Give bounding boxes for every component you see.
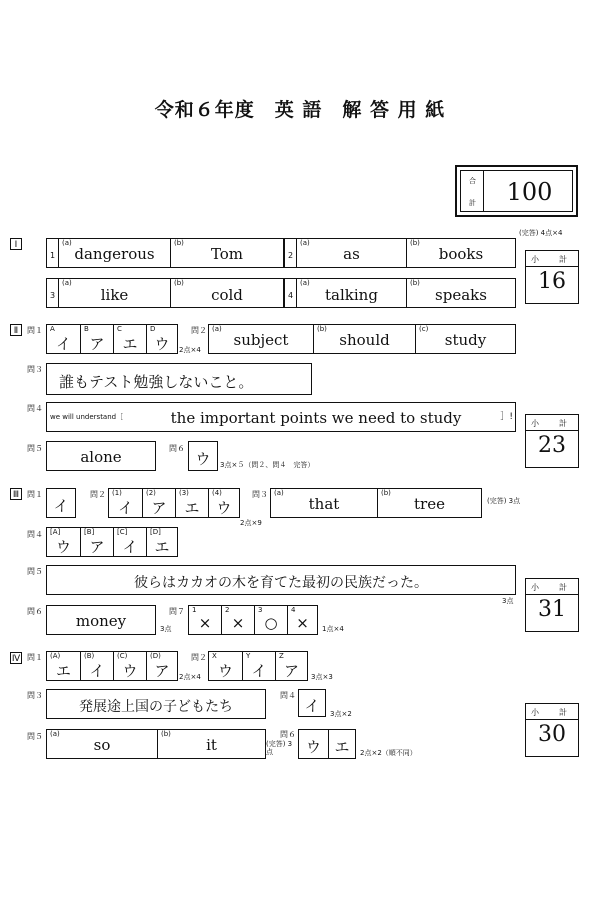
s3-q5-points: 3点: [502, 597, 514, 605]
section-3-subtotal: [525, 578, 579, 632]
s1-q2-a-answer: as: [343, 245, 360, 263]
s1-q4-a-cell: [296, 279, 406, 307]
s4-q1-answer-b: イ: [89, 662, 105, 680]
s2-q5-box: [46, 441, 156, 471]
total-label-bottom: 計: [469, 199, 476, 207]
s3-q4-answer-c: イ: [122, 538, 138, 556]
section-4-number: Ⅳ: [11, 653, 21, 663]
s2-q3-label: 問３: [27, 365, 43, 374]
s3-q2-box: (1) イ (2) ア (3) エ (4) ウ: [108, 488, 240, 518]
s3-q5-label: 問５: [27, 567, 43, 576]
s1-q2-b-tag: (b): [410, 239, 420, 247]
s2-q1-cell-b: B ア: [80, 325, 113, 353]
s4-q6-box: [298, 729, 356, 759]
section-4-subtotal-score: 30: [538, 722, 566, 747]
s2-q6-label: 問６: [169, 444, 185, 453]
s2-q2-cell-a: (a) subject: [209, 325, 313, 353]
s3-q1-label: 問１: [27, 490, 43, 499]
s4-q5-answer-a: so: [93, 736, 111, 754]
s3-q4-answer-b: ア: [89, 538, 105, 556]
s4-q4-points: 3点×2: [330, 710, 352, 718]
s1-q1-b-tag: (b): [174, 239, 184, 247]
s3-q7-answer-3: ○: [264, 614, 278, 632]
s3-q6-points: 3点: [160, 625, 172, 633]
s4-q1-points: 2点×4: [179, 673, 201, 681]
s2-q4-answer: the important points we need to study: [170, 409, 462, 427]
s3-q1-box: [46, 488, 76, 518]
s2-q1-cell-d: D ウ: [146, 325, 177, 353]
s4-q6-answer-2: エ: [334, 738, 350, 756]
subtotal-label: 小 計: [531, 419, 573, 428]
s4-q2-answer-x: ウ: [217, 662, 233, 680]
s4-q4-box: [298, 689, 326, 717]
s4-q5-points: (完答) 3点: [266, 740, 293, 756]
s2-q5-answer: alone: [80, 448, 122, 466]
s1-q1-a-answer: dangerous: [74, 245, 155, 263]
s3-q1-answer: イ: [53, 497, 69, 515]
s3-q2-answer-2: ア: [151, 499, 167, 517]
s2-q5-label: 問５: [27, 444, 43, 453]
section-4-subtotal: [525, 703, 579, 757]
s4-q5-label: 問５: [27, 732, 43, 741]
s2-q4-suffix: ］!: [500, 412, 513, 422]
section-1-subtotal: [525, 250, 579, 304]
s4-q1-answer-c: ウ: [122, 662, 138, 680]
s4-q1-answer-a: エ: [55, 662, 71, 680]
section-2-subtotal: [525, 414, 579, 468]
s1-q2-a-cell: [296, 239, 406, 267]
s3-q2-label: 問２: [90, 490, 106, 499]
s2-q3-answer: 誰もテスト勉強しないこと。: [59, 373, 254, 391]
s1-q4-b-answer: speaks: [435, 286, 487, 304]
s3-q7-points: 1点×4: [322, 625, 344, 633]
s2-q6-box: [188, 441, 218, 471]
s2-q4-box: [46, 402, 516, 432]
s2-q1-answer-b: ア: [89, 335, 105, 353]
s3-q4-box: [A] ウ [B] ア [C] イ [D] エ: [46, 527, 178, 557]
s2-q1-cell-a: A イ: [47, 325, 80, 353]
s2-q2-answer-a: subject: [233, 331, 289, 349]
s1-q3-b-tag: (b): [174, 279, 184, 287]
s3-q4-label: 問４: [27, 530, 43, 539]
total-box: [455, 165, 578, 217]
s2-q2-cell-b: (b) should: [313, 325, 415, 353]
page-title: 令和６年度 英 語 解 答 用 紙: [154, 99, 446, 121]
s2-q1-box: [46, 324, 178, 354]
s2-q6-answer: ウ: [195, 450, 211, 468]
s3-q3-label: 問３: [252, 490, 268, 499]
s2-q1-label: 問１: [27, 326, 43, 335]
section-1-subtotal-score: 16: [538, 269, 566, 294]
s4-q2-label: 問２: [191, 653, 207, 662]
section-3-number: Ⅲ: [10, 488, 22, 500]
section-2-number: Ⅱ: [10, 324, 22, 336]
s3-q5-answer: 彼らはカカオの木を育てた最初の民族だった。: [134, 575, 428, 591]
s2-points: 3点×５（問２、問４ 完答）: [220, 461, 315, 469]
s3-q3-answer-a: that: [308, 495, 340, 513]
s2-q2-label: 問２: [191, 326, 207, 335]
s1-q3-box: [46, 278, 284, 308]
s2-q1-answer-c: エ: [122, 335, 138, 353]
s1-q3-number: 3: [50, 291, 56, 300]
s1-q1-box: [46, 238, 284, 268]
s3-q7-label: 問７: [169, 607, 185, 616]
s1-q2-box: [284, 238, 516, 268]
total-label-top: 合: [469, 177, 476, 185]
s1-q3-b-answer: cold: [211, 286, 243, 304]
s4-q4-label: 問４: [280, 691, 296, 700]
s3-q6-answer: money: [75, 612, 127, 630]
s1-q2-a-tag: (a): [300, 239, 310, 247]
subtotal-label: 小 計: [531, 708, 573, 717]
s4-q1-box: (A) エ (B) イ (C) ウ (D) ア: [46, 651, 178, 681]
s2-q2-answer-c: study: [444, 331, 487, 349]
s3-q7-answer-1: ×: [198, 614, 212, 632]
s4-q6-answer-1: ウ: [305, 738, 321, 756]
s4-q6-label: 問６: [280, 730, 296, 739]
s2-q4-label: 問４: [27, 404, 43, 413]
section-1-points: (完答) 4点×4: [519, 229, 563, 237]
s3-q2-answer-4: ウ: [216, 499, 232, 517]
s1-q4-b-tag: (b): [410, 279, 420, 287]
s3-q7-answer-2: ×: [231, 614, 245, 632]
s2-q1-answer-a: イ: [55, 335, 71, 353]
s4-q1-label: 問１: [27, 653, 43, 662]
s1-q1-a-cell: [58, 239, 170, 267]
s1-q4-number: 4: [288, 291, 294, 300]
s2-q2-answer-b: should: [339, 331, 390, 349]
subtotal-label: 小 計: [531, 255, 573, 264]
s2-q3-box: [46, 363, 312, 395]
section-2-subtotal-score: 23: [538, 433, 566, 458]
s1-q3-a-answer: like: [100, 286, 129, 304]
s4-q6-points: 2点×2（順不同）: [360, 749, 417, 757]
s2-q2-cell-c: (c) study: [415, 325, 515, 353]
s1-q1-b-cell: [170, 239, 283, 267]
s1-q4-b-cell: [406, 279, 515, 307]
s1-q3-a-tag: (a): [62, 279, 72, 287]
s1-q3-a-cell: [58, 279, 170, 307]
s2-q1-cell-c: C エ: [113, 325, 146, 353]
section-1-number: Ⅰ: [10, 238, 22, 250]
s3-q4-answer-a: ウ: [55, 538, 71, 556]
s4-q3-label: 問３: [27, 691, 43, 700]
s4-q5-box: (a) so (b) it: [46, 729, 266, 759]
s1-q1-a-tag: (a): [62, 239, 72, 247]
s3-q4-answer-d: エ: [154, 538, 170, 556]
s3-q6-label: 問６: [27, 607, 43, 616]
s1-q2-b-cell: [406, 239, 515, 267]
s4-q1-answer-d: ア: [154, 662, 170, 680]
s4-q3-answer: 発展途上国の子どもたち: [79, 699, 233, 715]
s4-q4-answer: イ: [304, 697, 320, 715]
s3-q6-box: [46, 605, 156, 635]
s2-q1-answer-d: ウ: [154, 335, 170, 353]
s3-q2-answer-1: イ: [117, 499, 133, 517]
s2-q2-box: [208, 324, 516, 354]
s4-q2-answer-y: イ: [251, 662, 267, 680]
s1-q4-box: [284, 278, 516, 308]
s4-q2-answer-z: ア: [283, 662, 299, 680]
s1-q2-number: 2: [288, 251, 294, 260]
section-3-subtotal-score: 31: [538, 597, 566, 622]
s1-q2-b-answer: books: [438, 245, 484, 263]
s3-q3-box: (a) that (b) tree: [270, 488, 482, 518]
s3-q2-points: 2点×9: [240, 519, 262, 527]
s3-q7-answer-4: ×: [296, 614, 309, 632]
s3-q5-box: [46, 565, 516, 595]
s4-q2-box: X ウ Y イ Z ア: [208, 651, 308, 681]
s3-q3-answer-b: tree: [414, 495, 445, 513]
s1-q1-number: 1: [50, 251, 56, 260]
total-score: 100: [506, 178, 553, 206]
s3-q3-points: (完答) 3点: [487, 497, 521, 505]
s1-q3-b-cell: [170, 279, 283, 307]
s4-q3-box: [46, 689, 266, 719]
s4-q5-answer-b: it: [206, 736, 217, 754]
s1-q4-a-tag: (a): [300, 279, 310, 287]
s2-q4-prefix: we will understand［: [50, 413, 124, 421]
s1-q4-a-answer: talking: [325, 286, 378, 304]
s3-q2-answer-3: エ: [184, 499, 200, 517]
s4-q2-points: 3点×3: [311, 673, 333, 681]
s2-q1-points: 2点×4: [179, 346, 201, 354]
subtotal-label: 小 計: [531, 583, 573, 592]
s1-q1-b-answer: Tom: [210, 245, 244, 263]
s3-q7-box: 1 × 2 × 3 ○ 4 ×: [188, 605, 318, 635]
